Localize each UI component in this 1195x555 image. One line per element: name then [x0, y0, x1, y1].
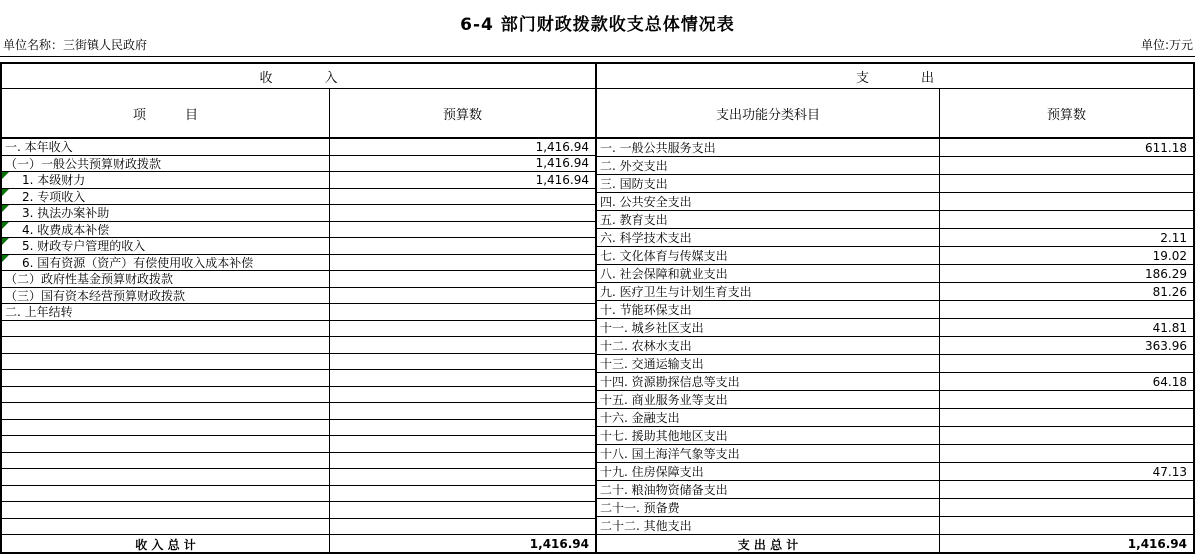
income-total-label: 收 入 总 计 — [2, 535, 330, 553]
expense-subject-column-header: 支出功能分类科目 — [597, 89, 940, 137]
income-budget-value: 1,416.94 — [535, 156, 589, 171]
expense-budget-value: 186.29 — [1145, 266, 1187, 281]
income-item-label: 6. 国有资源（资产）有偿使用收入成本补偿 — [2, 255, 330, 271]
expense-budget-value — [940, 175, 1193, 192]
income-table-row — [2, 255, 595, 272]
income-table-row — [2, 387, 595, 404]
expense-table-row — [597, 193, 1193, 211]
income-item-label — [2, 370, 330, 386]
expense-budget-value — [940, 409, 1193, 426]
income-table-row — [2, 469, 595, 486]
expense-item-label: 十二. 农林水支出 — [597, 337, 940, 354]
unit-name-label: 单位名称：三街镇人民政府 — [3, 38, 148, 52]
expense-item-label: 十九. 住房保障支出 — [597, 463, 940, 480]
expense-item-label: 六. 科学技术支出 — [597, 229, 940, 246]
income-table-row — [2, 205, 595, 222]
expense-budget-value — [940, 427, 1193, 444]
income-rows-container — [2, 139, 597, 553]
expense-item-label: 二十. 粮油物资储备支出 — [597, 481, 940, 498]
income-item-label — [2, 403, 330, 419]
income-item-label: 二. 上年结转 — [2, 304, 330, 320]
income-budget-value — [330, 469, 595, 485]
income-budget-value — [330, 255, 595, 271]
income-item-label — [2, 453, 330, 469]
expense-table-row — [597, 427, 1193, 445]
income-item-label: 3. 执法办案补助 — [2, 205, 330, 221]
expense-item-label: 十四. 资源勘探信息等支出 — [597, 373, 940, 390]
expense-table-row — [597, 247, 1193, 265]
expense-item-label: 十一. 城乡社区支出 — [597, 319, 940, 336]
expense-table-row — [597, 211, 1193, 229]
expense-budget-value — [940, 445, 1193, 462]
income-budget-value — [330, 205, 595, 221]
income-item-label: （一）一般公共预算财政拨款 — [2, 156, 330, 172]
income-budget-value — [330, 519, 595, 535]
expense-table-row — [597, 463, 1193, 481]
expense-table-row — [597, 481, 1193, 499]
expense-table-row — [597, 373, 1193, 391]
income-table-row — [2, 321, 595, 338]
income-budget-value: 1,416.94 — [535, 172, 589, 187]
income-table-row — [2, 502, 595, 519]
section-header-row — [2, 64, 1193, 89]
income-budget-value — [330, 370, 595, 386]
expense-section-title: 支 出 — [855, 70, 934, 86]
expense-budget-value: 611.18 — [1145, 140, 1187, 155]
expense-total-row — [597, 535, 1193, 553]
expense-budget-value: 2.11 — [1160, 230, 1187, 245]
budget-table — [0, 62, 1195, 554]
expense-table-row — [597, 517, 1193, 535]
expense-item-label: 四. 公共安全支出 — [597, 193, 940, 210]
income-item-label — [2, 436, 330, 452]
income-table-row — [2, 139, 595, 156]
income-table-row — [2, 172, 595, 189]
income-budget-value — [330, 321, 595, 337]
income-item-column-header: 项 目 — [2, 89, 330, 137]
income-table-row — [2, 486, 595, 503]
expense-total-label: 支 出 总 计 — [597, 535, 940, 553]
expense-table-row — [597, 319, 1193, 337]
income-item-label — [2, 387, 330, 403]
expense-budget-value: 363.96 — [1145, 338, 1187, 353]
income-item-label — [2, 354, 330, 370]
expense-item-label: 十七. 援助其他地区支出 — [597, 427, 940, 444]
income-table-row — [2, 304, 595, 321]
income-item-label: （三）国有资本经营预算财政拨款 — [2, 288, 330, 304]
income-table-row — [2, 238, 595, 255]
income-budget-value — [330, 453, 595, 469]
expense-table-row — [597, 337, 1193, 355]
income-table-row — [2, 420, 595, 437]
table-body — [2, 139, 1193, 553]
expense-budget-value — [940, 481, 1193, 498]
expense-table-row — [597, 301, 1193, 319]
expense-item-label: 五. 教育支出 — [597, 211, 940, 228]
expense-item-label: 九. 医疗卫生与计划生育支出 — [597, 283, 940, 300]
income-budget-value — [330, 238, 595, 254]
income-table-row — [2, 189, 595, 206]
income-budget-value — [330, 222, 595, 238]
expense-table-row — [597, 409, 1193, 427]
page-title: 6-4 部门财政拨款收支总体情况表 — [460, 15, 735, 35]
income-budget-value — [330, 403, 595, 419]
expense-item-label: 二十一. 预备费 — [597, 499, 940, 516]
income-table-row — [2, 337, 595, 354]
expense-item-label: 二十二. 其他支出 — [597, 517, 940, 534]
expense-budget-value — [940, 157, 1193, 174]
income-section-title: 收 入 — [2, 64, 597, 88]
expense-budget-value — [940, 193, 1193, 210]
expense-item-label: 一. 一般公共服务支出 — [597, 139, 940, 156]
expense-budget-value: 47.13 — [1152, 464, 1187, 479]
expense-budget-value: 41.81 — [1152, 320, 1187, 335]
income-table-row — [2, 156, 595, 173]
expense-table-row — [597, 499, 1193, 517]
expense-total-value: 1,416.94 — [1127, 537, 1187, 551]
income-budget-value — [330, 189, 595, 205]
income-budget-value — [330, 354, 595, 370]
income-item-label: 5. 财政专户管理的收入 — [2, 238, 330, 254]
expense-item-label: 八. 社会保障和就业支出 — [597, 265, 940, 282]
income-budget-value — [330, 304, 595, 320]
unit-of-measure-label: 单位:万元 — [1140, 38, 1193, 52]
income-table-row — [2, 403, 595, 420]
income-table-row — [2, 222, 595, 239]
expense-budget-column-header: 预算数 — [1046, 107, 1086, 123]
income-item-label: （二）政府性基金预算财政拨款 — [2, 271, 330, 287]
income-budget-value — [330, 486, 595, 502]
income-item-label — [2, 502, 330, 518]
expense-budget-value — [940, 391, 1193, 408]
income-item-label — [2, 469, 330, 485]
expense-budget-value — [940, 355, 1193, 372]
meta-row — [0, 36, 1195, 57]
expense-budget-value — [940, 499, 1193, 516]
expense-budget-value: 19.02 — [1152, 248, 1187, 263]
expense-item-label: 十. 节能环保支出 — [597, 301, 940, 318]
expense-item-label: 二. 外交支出 — [597, 157, 940, 174]
income-budget-value — [330, 387, 595, 403]
income-table-row — [2, 271, 595, 288]
expense-table-row — [597, 157, 1193, 175]
income-item-label: 一. 本年收入 — [2, 139, 330, 155]
income-budget-value — [330, 271, 595, 287]
income-item-label: 4. 收费成本补偿 — [2, 222, 330, 238]
expense-budget-value — [940, 517, 1193, 534]
income-table-row — [2, 370, 595, 387]
expense-budget-value — [940, 211, 1193, 228]
income-item-label: 1. 本级财力 — [2, 172, 330, 188]
income-budget-value: 1,416.94 — [535, 139, 589, 154]
income-total-value: 1,416.94 — [529, 537, 589, 551]
expense-table-row — [597, 139, 1193, 157]
income-table-row — [2, 436, 595, 453]
column-header-row — [2, 89, 1193, 139]
expense-budget-value — [940, 301, 1193, 318]
income-budget-value — [330, 337, 595, 353]
expense-item-label: 十六. 金融支出 — [597, 409, 940, 426]
expense-budget-value: 64.18 — [1152, 374, 1187, 389]
income-table-row — [2, 288, 595, 305]
expense-table-row — [597, 445, 1193, 463]
income-item-label — [2, 486, 330, 502]
income-item-label: 2. 专项收入 — [2, 189, 330, 205]
income-item-label — [2, 420, 330, 436]
income-budget-value — [330, 288, 595, 304]
expense-table-row — [597, 229, 1193, 247]
expense-table-row — [597, 265, 1193, 283]
income-total-row — [2, 535, 595, 553]
expense-table-row — [597, 175, 1193, 193]
income-item-label — [2, 519, 330, 535]
expense-item-label: 十五. 商业服务业等支出 — [597, 391, 940, 408]
income-budget-value — [330, 420, 595, 436]
expense-rows-container — [597, 139, 1193, 553]
income-item-label — [2, 321, 330, 337]
income-table-row — [2, 354, 595, 371]
expense-item-label: 三. 国防支出 — [597, 175, 940, 192]
expense-item-label: 七. 文化体育与传媒支出 — [597, 247, 940, 264]
expense-table-row — [597, 391, 1193, 409]
expense-item-label: 十八. 国土海洋气象等支出 — [597, 445, 940, 462]
income-item-label — [2, 337, 330, 353]
income-budget-value — [330, 436, 595, 452]
expense-table-row — [597, 355, 1193, 373]
income-table-row — [2, 519, 595, 536]
expense-item-label: 十三. 交通运输支出 — [597, 355, 940, 372]
expense-table-row — [597, 283, 1193, 301]
expense-budget-value: 81.26 — [1152, 284, 1187, 299]
income-table-row — [2, 453, 595, 470]
income-budget-value — [330, 502, 595, 518]
income-budget-column-header: 预算数 — [330, 89, 597, 137]
